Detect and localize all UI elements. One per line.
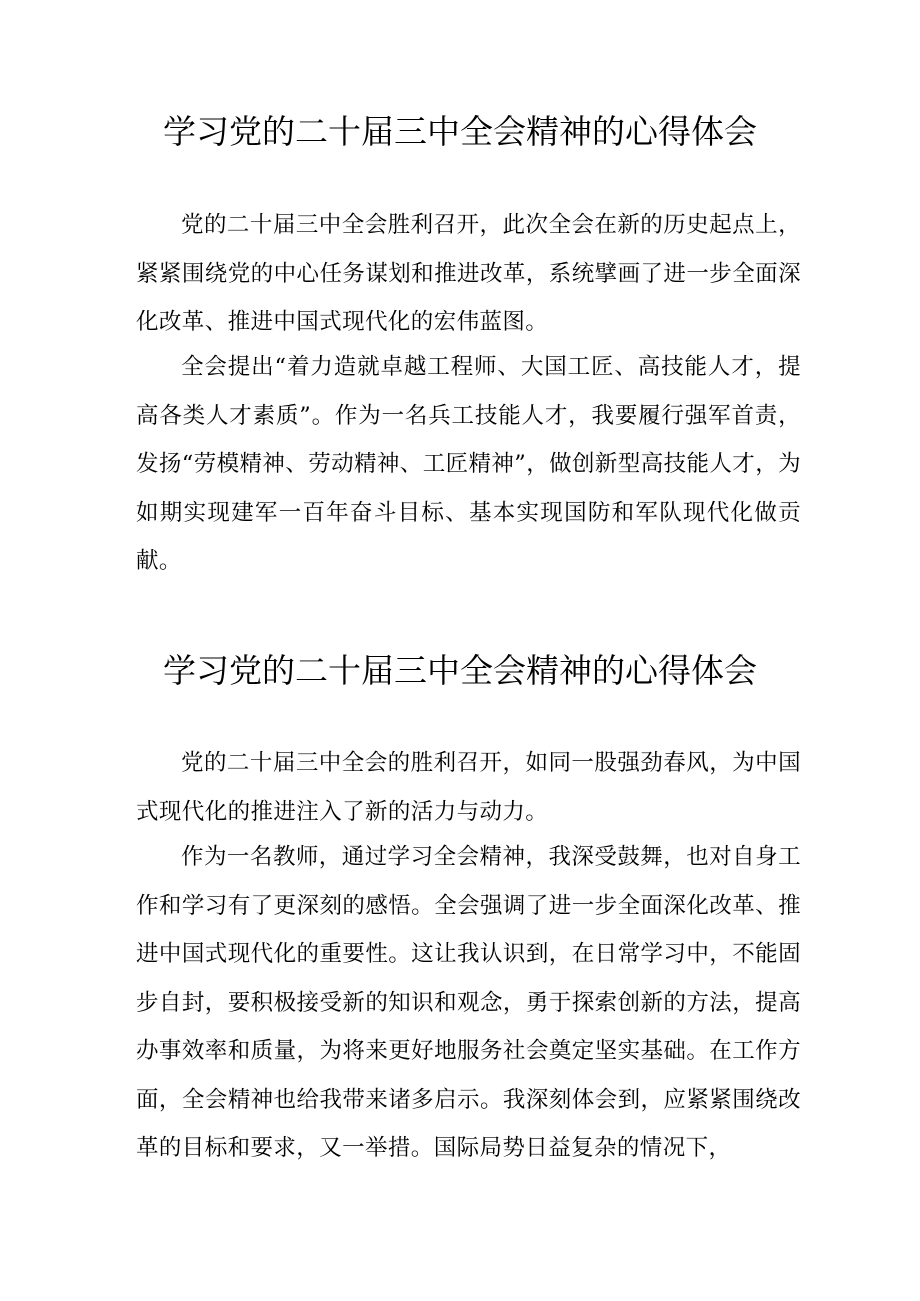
article-1-paragraph-1: 党的二十届三中全会胜利召开，此次全会在新的历史起点上，紧紧围绕党的中心任务谋划和推进改革，系统擘画了进一步全面深化改革、推进中国式现代化的宏伟蓝图。	[136, 212, 801, 335]
article-2-title: 学习党的二十届三中全会精神的心得体会	[163, 651, 757, 690]
article-1-title: 学习党的二十届三中全会精神的心得体会	[163, 112, 757, 151]
article-2-paragraph-1: 党的二十届三中全会的胜利召开，如同一股强劲春风，为中国式现代化的推进注入了新的活力与动力。	[136, 750, 801, 825]
article-1-paragraph-2: 全会提出“着力造就卓越工程师、大国工匠、高技能人才，提高各类人才素质”。作为一名兵工技能人才，我要履行强军首责，发扬“劳模精神、劳动精神、工匠精神”，做创新型高技能人才，为如期实现建军一百年奋斗目标、基本实现国防和军队现代化做贡献。	[136, 354, 802, 574]
article-2-paragraph-2: 作为一名教师，通过学习全会精神，我深受鼓舞，也对自身工作和学习有了更深刻的感悟。全会强调了进一步全面深化改革、推进中国式现代化的重要性。这让我认识到，在日常学习中，不能固步自封，要积极接受新的知识和观念，勇于探索创新的方法，提高办事效率和质量，为将来更好地服务社会奠定坚实基础。在工作方面，全会精神也给我带来诸多启示。我深刻体会到，应紧紧围绕改革的目标和要求，又一举措。国际局势日益复杂的情况下，	[136, 844, 801, 1161]
